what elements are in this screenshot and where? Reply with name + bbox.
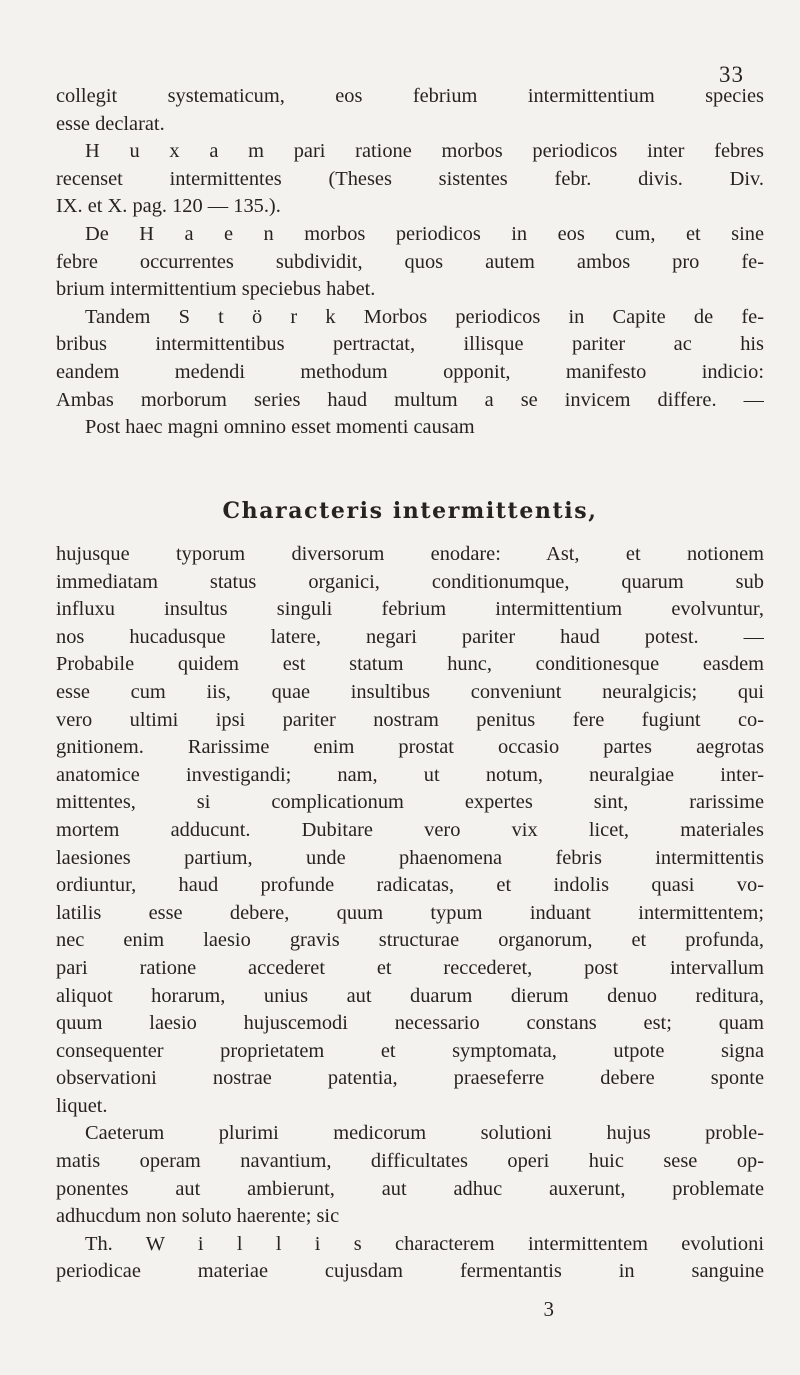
text-line: quum laesio hujuscemodi necessario constans est; quam: [56, 1012, 764, 1035]
text-line: Ambas morborum series haud multum a se invicem differe. —: [56, 388, 764, 411]
text-line: hujusque typorum diversorum enodare: Ast, et notionem: [56, 543, 764, 565]
text-line: esse cum iis, quae insultibus conveniunt neuralgicis; qui: [56, 680, 764, 703]
text-line: aliquot horarum, unius aut duarum dierum denuo reditura,: [56, 984, 764, 1007]
text-line: Tandem S t ö r k Morbos periodicos in Capite de fe-: [85, 305, 764, 328]
text-line: IX. et X. pag. 120 — 135.).: [56, 195, 281, 218]
text-line: influxu insultus singuli febrium intermittentium evolvuntur,: [56, 598, 764, 621]
text-line: Caeterum plurimi medicorum solutioni hujus proble-: [85, 1122, 764, 1145]
text-line: ponentes aut ambierunt, aut adhuc auxerunt, problemate: [56, 1177, 764, 1200]
text-block-main: [56, 541, 764, 1286]
text-line: esse declarat.: [56, 112, 165, 135]
text-line: Probabile quidem est statum hunc, conditionesque easdem: [56, 653, 764, 676]
text-line: ordiuntur, haud profunde radicatas, et indolis quasi vo-: [56, 874, 764, 897]
text-line: bribus intermittentibus pertractat, illisque pariter ac his: [56, 333, 764, 356]
text-line: observationi nostrae patentia, praeseferre debere sponte: [56, 1067, 764, 1090]
text-line: immediatam status organici, conditionumque, quarum sub: [56, 570, 764, 593]
text-line: laesiones partium, unde phaenomena febris intermittentis: [56, 846, 764, 869]
text-line: mittentes, si complicationum expertes sint, rarissime: [56, 791, 764, 814]
text-line: latilis esse debere, quum typum induant intermittentem;: [56, 901, 764, 924]
text-line: collegit systematicum, eos febrium intermittentium species: [56, 85, 764, 107]
text-line: H u x a m pari ratione morbos periodicos inter febres: [85, 140, 764, 163]
text-line: anatomice investigandi; nam, ut notum, neuralgiae inter-: [56, 763, 764, 786]
text-line: gnitionem. Rarissime enim prostat occasio partes aegrotas: [56, 736, 764, 759]
text-line: eandem medendi methodum opponit, manifesto indicio:: [56, 360, 764, 383]
text-block-top: [56, 83, 764, 442]
text-line: vero ultimi ipsi pariter nostram penitus fere fugiunt co-: [56, 708, 764, 731]
text-line: Th. W i l l i s characterem intermittentem evolutioni: [85, 1232, 764, 1255]
text-line: pari ratione accederet et reccederet, post intervallum: [56, 956, 764, 979]
text-line: nec enim laesio gravis structurae organorum, et profunda,: [56, 929, 764, 952]
text-line: De H a e n morbos periodicos in eos cum, et sine: [85, 222, 764, 245]
text-line: consequenter proprietatem et symptomata, utpote signa: [56, 1039, 764, 1062]
text-line: adhucdum non soluto haerente; sic: [56, 1205, 340, 1228]
text-line: matis operam navantium, difficultates operi huic sese op-: [56, 1150, 764, 1173]
signature-mark: 3: [543, 1297, 554, 1321]
text-line: nos hucadusque latere, negari pariter haud potest. —: [56, 625, 764, 648]
text-line: brium intermittentium speciebus habet.: [56, 278, 376, 301]
text-line: recenset intermittentes (Theses sistentes febr. divis. Div.: [56, 167, 764, 190]
page-number: 33: [719, 62, 744, 87]
text-line: Post haec magni omnino esset momenti causam: [85, 416, 475, 439]
section-heading: Characteris intermittentis,: [222, 498, 598, 524]
text-line: febre occurrentes subdividit, quos autem ambos pro fe-: [56, 250, 764, 273]
text-line: periodicae materiae cujusdam fermentantis in sanguine: [56, 1260, 764, 1283]
text-line: liquet.: [56, 1094, 108, 1117]
text-line: mortem adducunt. Dubitare vero vix licet, materiales: [56, 818, 764, 841]
